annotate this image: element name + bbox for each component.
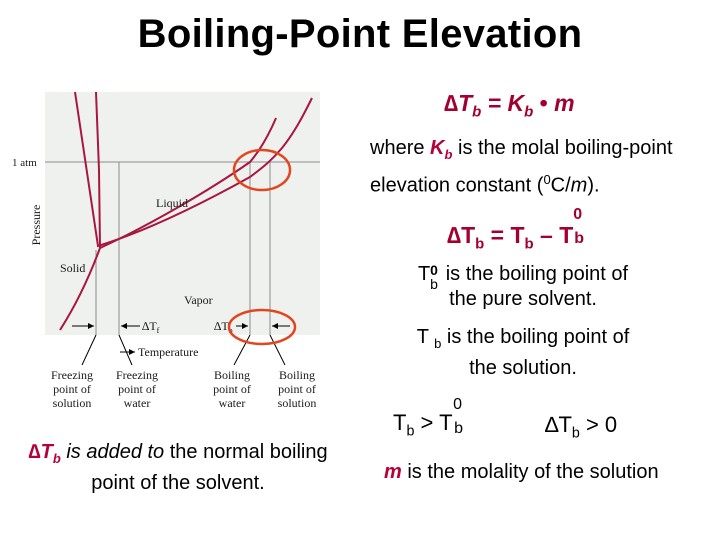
atm-label: 1 atm: [12, 157, 37, 169]
x-axis-label: Temperature: [138, 345, 199, 359]
svg-text:water: water: [123, 396, 151, 410]
page-title: Boiling-Point Elevation: [137, 12, 583, 56]
note-solution: T $_b$ is the boiling point of the solution.: [416, 326, 630, 379]
temperature-axis-arrowhead: [129, 349, 135, 355]
svg-text:solution: solution: [277, 396, 317, 410]
svg-text:point of: point of: [53, 382, 91, 396]
caption-fp-solution: [51, 368, 93, 410]
formula-main: $\Delta T_b = K_b$ • m: [444, 90, 575, 121]
delta-tf-label: $\Delta T_f$: [142, 319, 160, 335]
caption-fp-water: [116, 368, 158, 410]
inequality-delta-tb: $\Delta T_b > 0$: [545, 412, 618, 442]
svg-text:solution: solution: [52, 396, 92, 410]
caption-bp-water: [213, 368, 251, 410]
svg-text:Freezing: Freezing: [116, 368, 158, 382]
svg-text:point of: point of: [118, 382, 156, 396]
region-liquid: Liquid: [156, 196, 188, 210]
note-added-to-solvent: $\Delta T_b$ is added to the normal boiling point of the solvent.: [28, 441, 328, 494]
svg-text:point of: point of: [213, 382, 251, 396]
delta-tb-label: $\Delta T_b$: [214, 319, 233, 335]
region-solid: Solid: [60, 261, 86, 275]
diagram-panel: [45, 92, 320, 335]
svg-text:water: water: [218, 396, 246, 410]
svg-text:Boiling: Boiling: [278, 368, 316, 382]
inequality-tb: $T_b > T$ 0 b: [393, 396, 463, 440]
region-vapor: Vapor: [184, 293, 213, 307]
caption-bp-solution: [278, 368, 317, 410]
leader-fp-solution: [82, 335, 96, 365]
svg-text:Freezing: Freezing: [51, 368, 93, 382]
kb-description: where $K_b$ is the molal boiling-point elevation constant ($^0$C/m).: [370, 137, 673, 197]
svg-text:Boiling: Boiling: [213, 368, 251, 382]
svg-text:point of: point of: [278, 382, 316, 396]
note-pure-solvent: T 0 b is the boiling point of the pure solvent.: [417, 262, 629, 310]
y-axis-label: Pressure: [29, 204, 43, 246]
note-molality: m is the molality of the solution: [384, 461, 659, 483]
phase-diagram: [0, 90, 330, 430]
formula-difference: $\Delta T_b = T_b - T$ 0 b: [447, 206, 585, 253]
